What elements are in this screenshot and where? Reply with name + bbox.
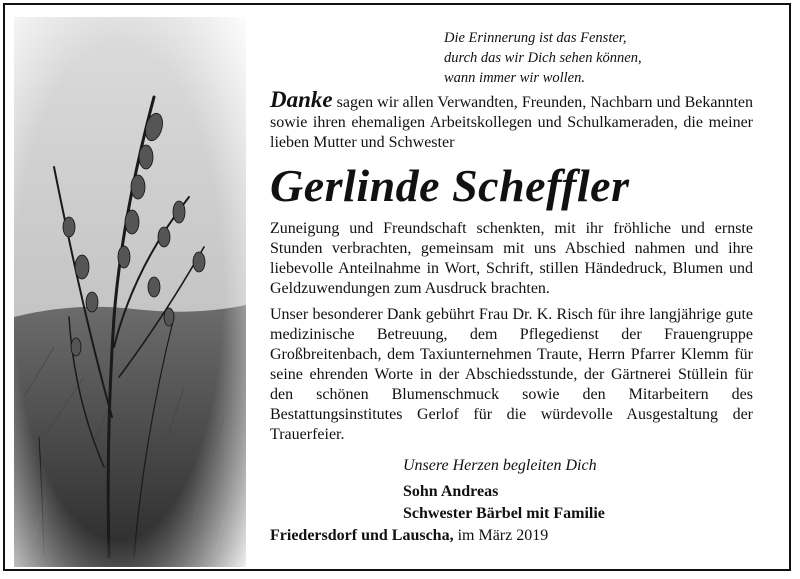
thanks-paragraph [270, 87, 753, 153]
place-names: Friedersdorf und Lauscha, [270, 527, 454, 544]
thanks-text: sagen wir allen Verwandten, Freunden, Nachbarn und Bekannten sowie ihren ehemaligen Arbeitskollegen und Schulkameraden, die meiner lieben Mutter und Schwester [270, 94, 753, 151]
signatory: Sohn Andreas [403, 483, 499, 500]
memorial-quote [444, 28, 744, 88]
quote-line: Die Erinnerung ist das Fenster, [444, 30, 627, 46]
obituary-text [270, 87, 753, 525]
closing-block [403, 455, 753, 525]
paragraph-special-thanks: Unser besonderer Dank gebührt Frau Dr. K. Risch für ihre langjährige gute medizinische Betreuung, dem Pflegedienst der Frauengruppe Großbreitenbach, dem Taxiunternehmen Traute, Herrn Pfarrer Klemm für seine ehrenden Worte in der Abschiedsstunde, der Gärtnerei Stüllein für den schönen Blumenschmuck sowie den Mitarbeitern des Bestattungsinstitutes Gerlof für die würdevolle Ausgestaltung der Trauerfeier. [270, 306, 753, 443]
date-text: im März 2019 [453, 527, 549, 544]
place-and-date [270, 527, 548, 545]
signatory: Schwester Bärbel mit Familie [403, 505, 605, 522]
willow-catkins-photo [14, 17, 246, 567]
quote-line: durch das wir Dich sehen können, [444, 50, 642, 66]
thanks-word: Danke [270, 87, 333, 112]
deceased-name: Gerlinde Scheffler [270, 160, 630, 211]
quote-line: wann immer wir wollen. [444, 70, 585, 86]
closing-line: Unsere Herzen begleiten Dich [403, 457, 597, 474]
paragraph-gratitude: Zuneigung und Freundschaft schenkten, mit ihr fröhliche und ernste Stunden verbrachten, gemeinsam mit uns Abschied nahmen und ihre liebevolle Anteilnahme in Wort, Schrift, stillen Händedruck, Blumen und Geldzuwendungen zum Ausdruck brachten. [270, 220, 753, 297]
